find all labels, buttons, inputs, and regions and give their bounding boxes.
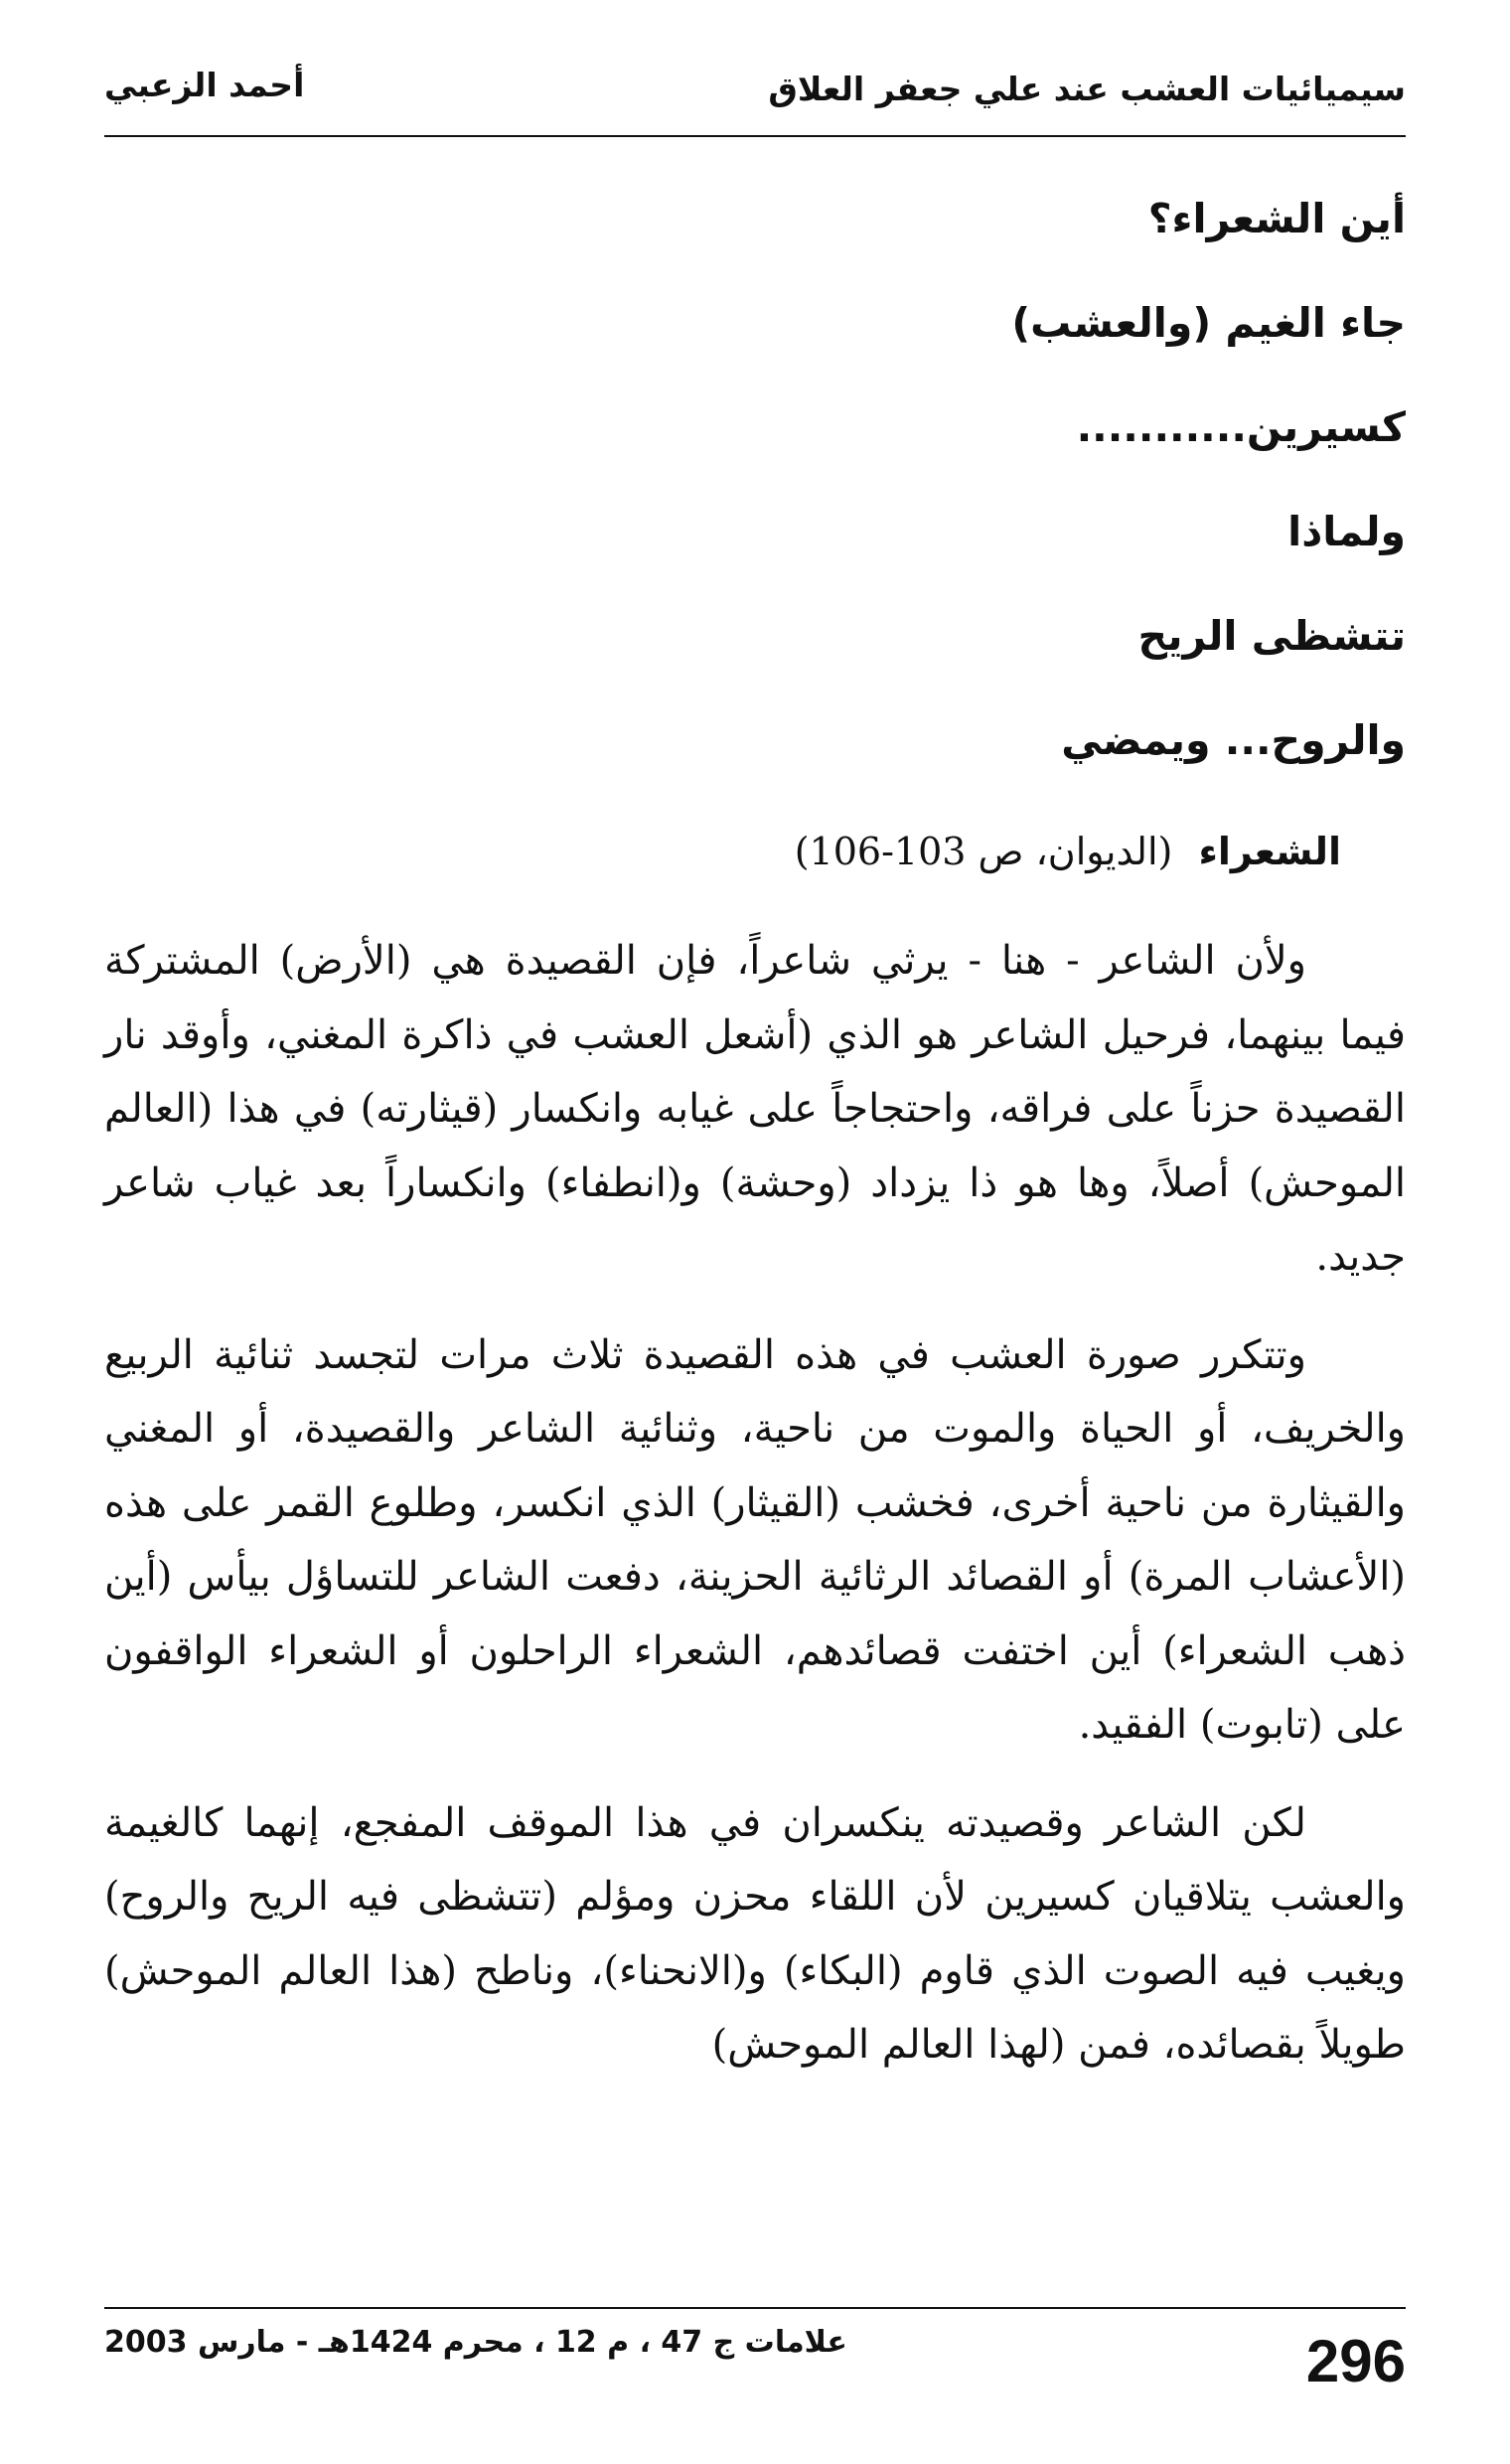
poem-excerpt — [104, 184, 1406, 810]
citation-reference: (الديوان، ص 103-106) — [794, 830, 1173, 873]
header-divider — [104, 135, 1406, 137]
journal-issue-info: علامات ج 47 ، م 12 ، محرم 1424هـ - مارس 2003 — [104, 2325, 847, 2360]
citation-poem-title: الشعراء — [1198, 830, 1341, 873]
body-paragraph: وتتكرر صورة العشب في هذه القصيدة ثلاث مرات لتجسد ثنائية الربيع والخريف، أو الحياة والموت من ناحية، وثنائية الشاعر والقصيدة، أو المغني والقيثارة من ناحية أخرى، فخشب (القيثار) الذي انكسر، وطلوع القمر على هذه (الأعشاب المرة) أو القصائد الرثائية الحزينة، دفعت الشاعر للتساؤل بيأس (أين ذهب الشعراء) أين اختفت قصائدهم، الشعراء الراحلون أو الشعراء الواقفون على (تابوت) الفقيد. — [104, 1331, 1406, 1748]
running-header — [104, 60, 1406, 139]
running-author: أحمد الزعبي — [104, 66, 305, 104]
body-paragraph: ولأن الشاعر - هنا - يرثي شاعراً، فإن القصيدة هي (الأرض) المشتركة فيما بينهما، فرحيل الشاعر هو الذي (أشعل العشب في ذاكرة المغني، وأوقد نار القصيدة حزناً على فراقه، واحتجاجاً على غيابه وانكسار (قيثارته) في هذا (العالم الموحش) أصلاً، وها هو ذا يزداد (وحشة) و(انطفاء) وانكساراً بعد غياب شاعر جديد. — [104, 938, 1406, 1280]
page-footer — [104, 2315, 1406, 2424]
footer-divider — [104, 2307, 1406, 2309]
poem-line: كسيرين........... — [1076, 403, 1406, 451]
poem-line: أين الشعراء؟ — [1147, 195, 1406, 242]
poem-line: تتشظى الريح — [1137, 612, 1406, 660]
poem-line: جاء الغيم (والعشب) — [1011, 299, 1406, 347]
page-number: 296 — [1305, 2328, 1406, 2394]
body-text — [104, 924, 1406, 2106]
poem-line: ولماذا — [1287, 508, 1406, 555]
poem-line: والروح... ويمضي — [1061, 716, 1406, 764]
poem-citation — [795, 830, 1341, 873]
running-title: سيميائيات العشب عند علي جعفر العلاق — [768, 70, 1406, 108]
body-paragraph: لكن الشاعر وقصيدته ينكسران في هذا الموقف المفجع، إنهما كالغيمة والعشب يتلاقيان كسيرين لأن اللقاء محزن ومؤلم (تتشظى فيه الريح والروح) ويغيب فيه الصوت الذي قاوم (البكاء) و(الانحناء)، وناطح (هذا العالم الموحش) طويلاً بقصائده، فمن (لهذا العالم الموحش) — [104, 1799, 1406, 2068]
